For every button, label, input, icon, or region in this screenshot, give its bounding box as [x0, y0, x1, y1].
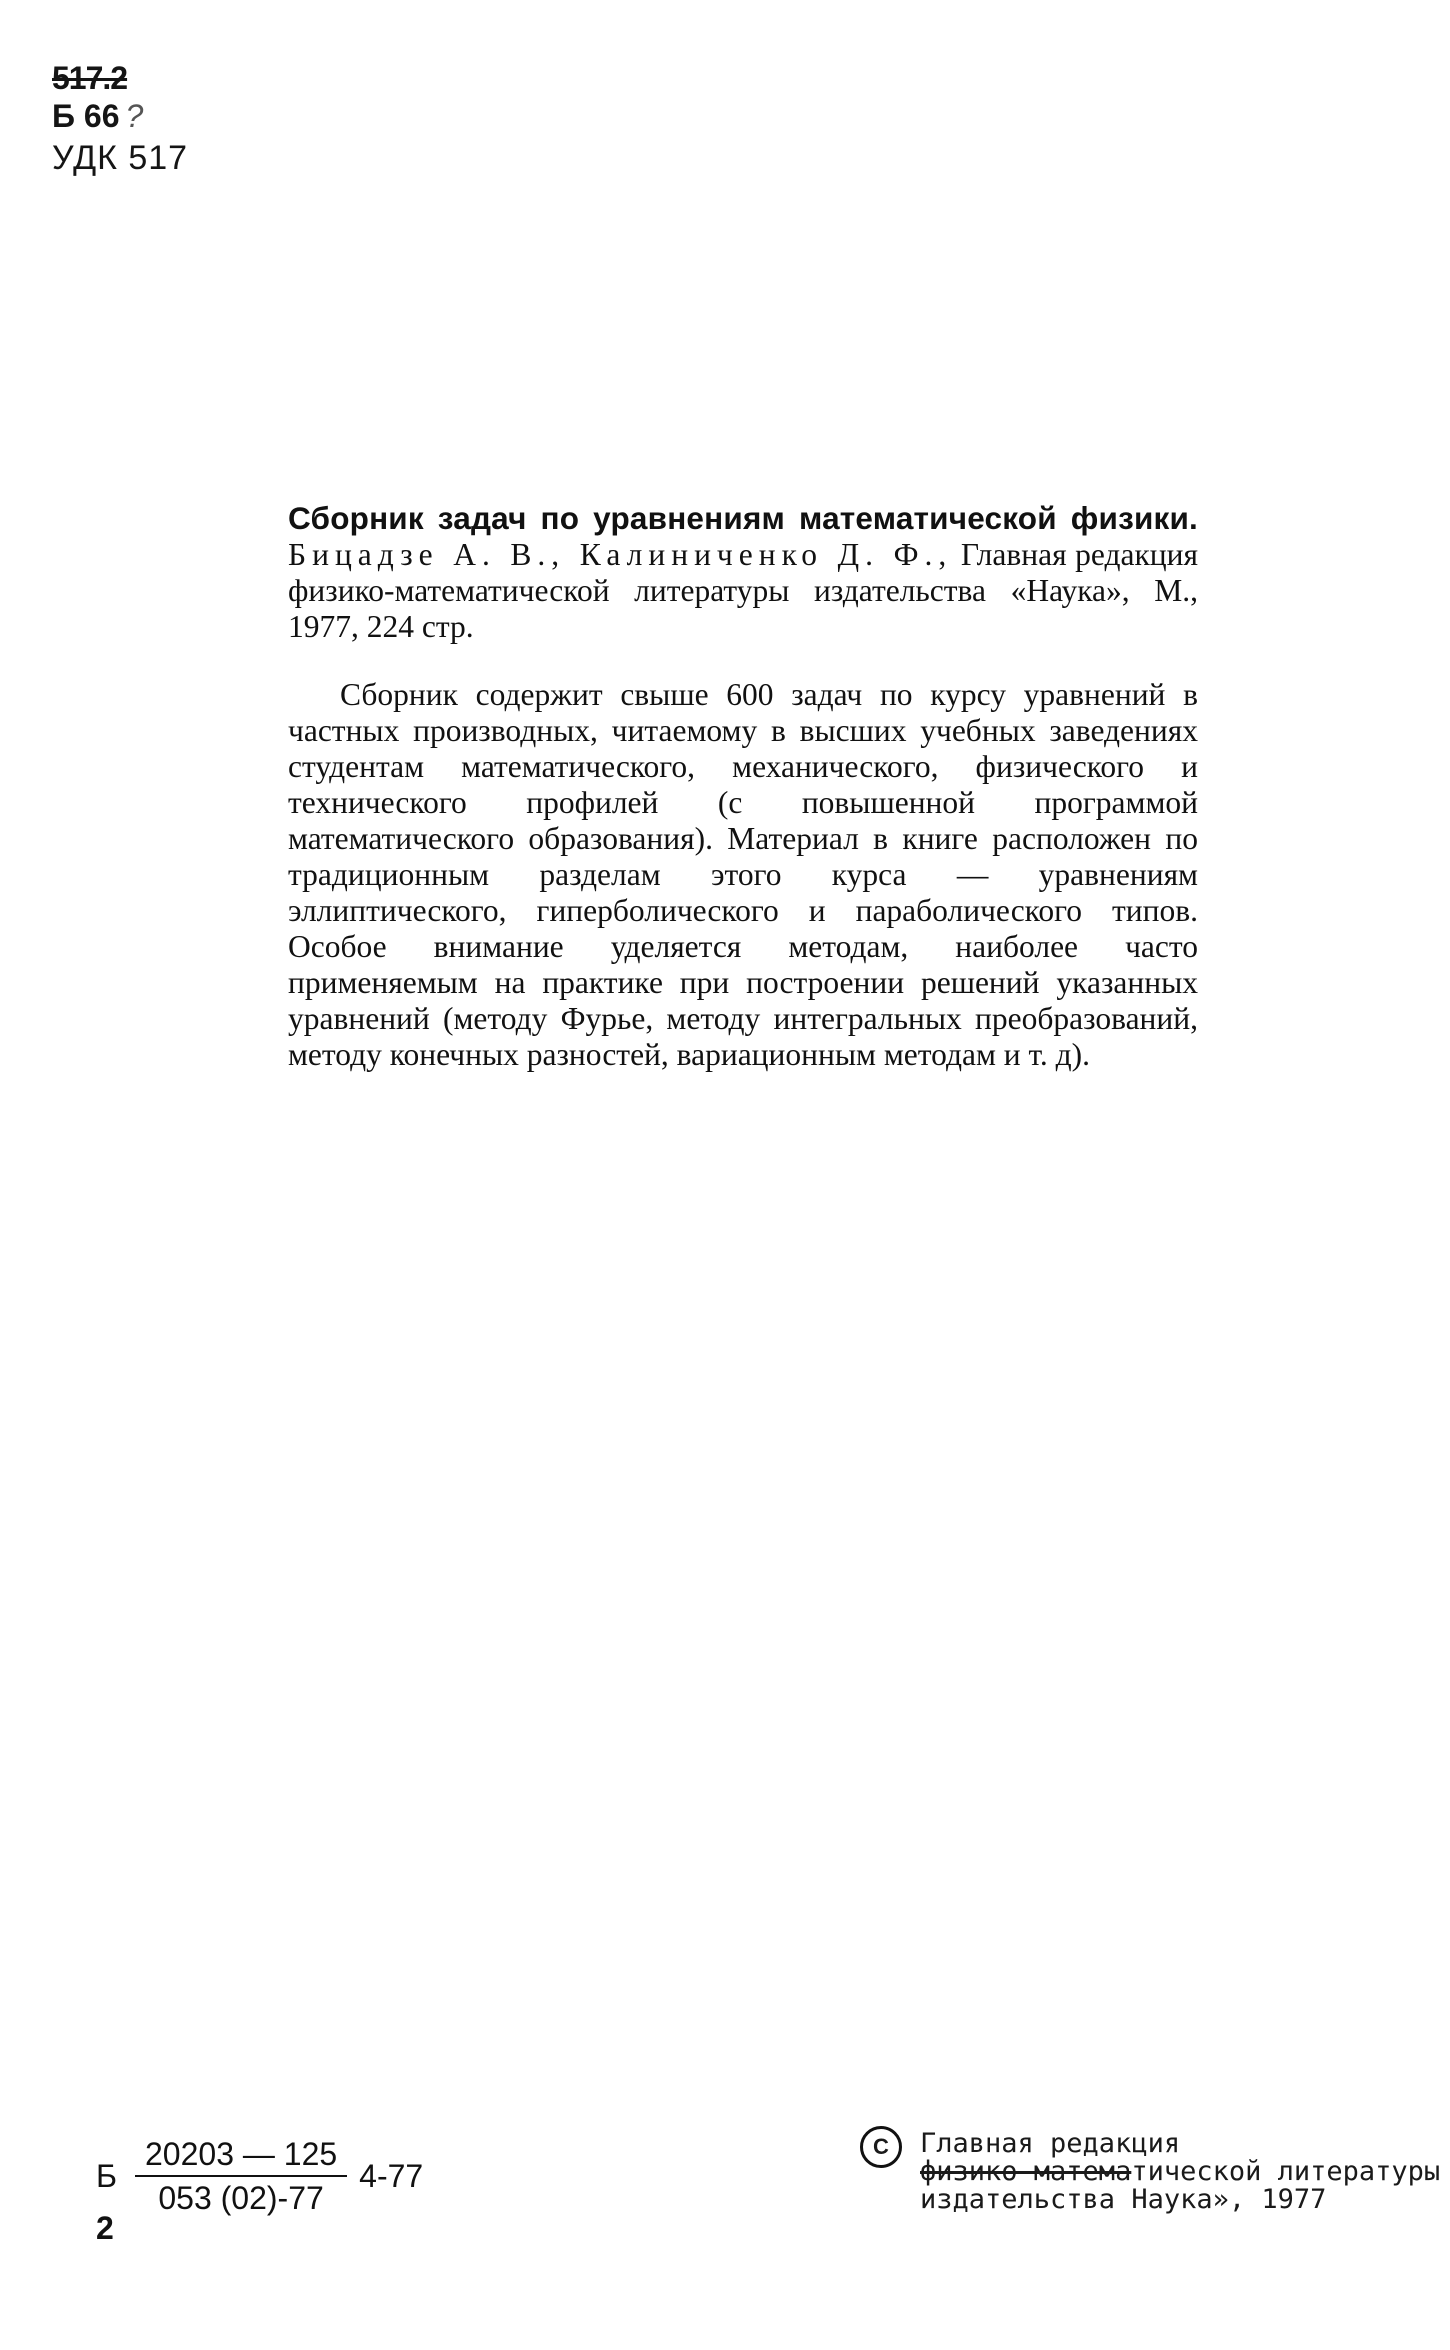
page-number: 2 [96, 2210, 114, 2246]
copyright-line-2 [920, 2158, 1440, 2186]
copyright-row [860, 2130, 1440, 2214]
udc-code: УДК 517 [52, 139, 189, 177]
copyright-notice [860, 2130, 1440, 2214]
bbk-fraction [135, 2135, 347, 2217]
bibliographic-entry [288, 500, 1198, 645]
copyright-icon: C [860, 2126, 902, 2168]
abstract-block [288, 500, 1198, 1073]
book-authors: Бицадзе А. В., Калиниченко Д. Ф., [288, 537, 953, 572]
bbk-letter: Б [96, 2157, 117, 2194]
abstract-description: Сборник содержит свыше 600 задач по курсу уравнений в частных производных, читаемому в высших учебных заведениях студентам математического, механического, физического и технического профилей (с повышенной программой математического образования). Материал в книге расположен по традиционным разделам этого курса — уравнениям эллиптического, гиперболического и параболического типов. Особое внимание уделяется методам, наиболее часто применяемым на практике при построении решений указанных уравнений (методу Фурье, методу интегральных преобразований, методу конечных разностей, вариационным методам и т. д). [288, 677, 1198, 1072]
handwritten-mark: ? [125, 98, 144, 134]
copyright-line-2-rest: тической литературы [1131, 2156, 1441, 2187]
classification-struck-code: 517.2 [52, 60, 128, 96]
bbk-code [96, 2135, 423, 2217]
copyright-line-1: Главная редакция [920, 2128, 1181, 2159]
copyright-line-3: издательства Наука», 1977 [920, 2184, 1327, 2215]
library-code-text: Б 66 [52, 98, 120, 134]
copyright-lines [920, 2130, 1440, 2214]
bbk-denominator: 053 (02)-77 [158, 2180, 324, 2216]
bbk-suffix: 4-77 [359, 2157, 424, 2194]
book-publisher: Главная редакция физико-математической литературы издательства «Наука», М., 1977, 224 стр. [288, 537, 1199, 644]
copyright-struck-text: физико-матема [920, 2156, 1132, 2187]
bbk-numerator: 20203 — 125 [135, 2135, 347, 2177]
classification-library-code [52, 96, 188, 136]
book-title: Сборник задач по уравнениям математической физики. [288, 500, 1198, 536]
classification-block [52, 62, 188, 180]
